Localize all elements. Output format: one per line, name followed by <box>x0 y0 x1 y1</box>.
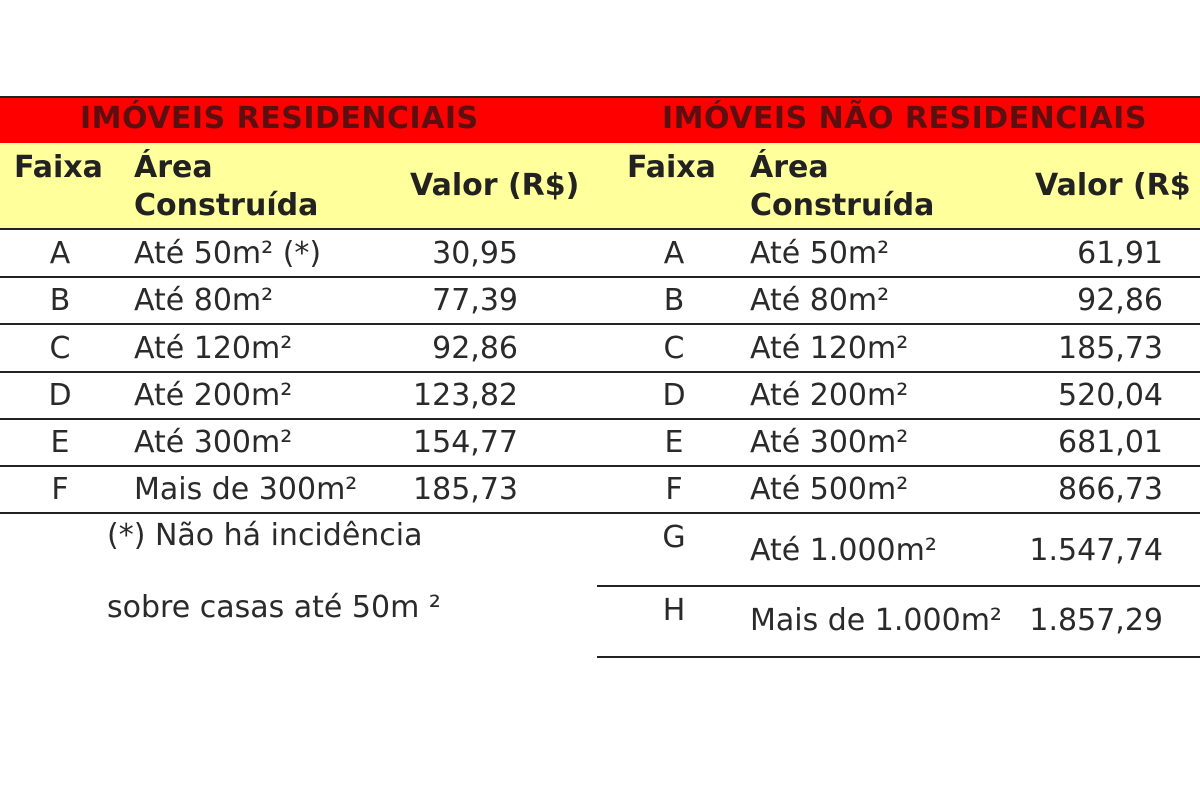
nonres-valor: 1.857,29 <box>1029 603 1163 638</box>
nonres-header-faixa: Faixa <box>627 150 716 185</box>
nonres-valor: 681,01 <box>1058 425 1163 460</box>
nonres-valor: 866,73 <box>1058 472 1163 507</box>
res-header-area-1: Área <box>134 150 213 185</box>
nonres-header-area-2: Construída <box>750 188 935 223</box>
nonres-valor: 1.547,74 <box>1029 533 1163 568</box>
res-valor: 77,39 <box>432 283 518 318</box>
nonres-area: Até 500m² <box>750 472 909 507</box>
res-faixa: A <box>49 236 71 271</box>
res-area: Até 50m² (*) <box>134 236 322 271</box>
res-area: Até 200m² <box>134 378 293 413</box>
nonres-faixa: D <box>662 378 686 413</box>
nonres-valor: 92,86 <box>1077 283 1163 318</box>
res-area: Até 300m² <box>134 425 293 460</box>
row-divider <box>0 512 1200 514</box>
res-area: Mais de 300m² <box>134 472 358 507</box>
footnote-line-2: sobre casas até 50m ² <box>107 590 441 625</box>
nonres-area: Até 200m² <box>750 378 909 413</box>
non-residential-title: IMÓVEIS NÃO RESIDENCIAIS <box>662 101 1147 136</box>
nonres-faixa: F <box>665 472 683 507</box>
nonres-faixa: B <box>663 283 685 318</box>
row-divider <box>597 656 1200 658</box>
res-valor: 92,86 <box>432 331 518 366</box>
row-divider <box>0 323 1200 325</box>
res-area: Até 120m² <box>134 331 293 366</box>
res-header-valor: Valor (R$) <box>410 168 580 203</box>
nonres-area: Até 300m² <box>750 425 909 460</box>
row-divider <box>0 418 1200 420</box>
res-faixa: C <box>49 331 71 366</box>
res-faixa: B <box>49 283 71 318</box>
nonres-area: Até 1.000m² <box>750 533 937 568</box>
nonres-faixa: C <box>663 331 685 366</box>
nonres-faixa: E <box>664 425 684 460</box>
res-valor: 154,77 <box>413 425 518 460</box>
res-faixa: E <box>50 425 70 460</box>
nonres-valor: 185,73 <box>1058 331 1163 366</box>
res-area: Até 80m² <box>134 283 274 318</box>
res-valor: 123,82 <box>413 378 518 413</box>
nonres-faixa: H <box>662 593 686 628</box>
row-divider <box>0 276 1200 278</box>
res-header-area-2: Construída <box>134 188 319 223</box>
nonres-area: Até 120m² <box>750 331 909 366</box>
row-divider <box>0 465 1200 467</box>
footnote-line-1: (*) Não há incidência <box>107 518 423 553</box>
nonres-valor: 61,91 <box>1077 236 1163 271</box>
nonres-header-area-1: Área <box>750 150 829 185</box>
res-valor: 185,73 <box>413 472 518 507</box>
res-valor: 30,95 <box>432 236 518 271</box>
nonres-faixa: A <box>663 236 685 271</box>
row-divider <box>0 371 1200 373</box>
nonres-area: Até 80m² <box>750 283 890 318</box>
residential-title: IMÓVEIS RESIDENCIAIS <box>80 101 479 136</box>
res-header-faixa: Faixa <box>14 150 103 185</box>
nonres-valor: 520,04 <box>1058 378 1163 413</box>
nonres-area: Mais de 1.000m² <box>750 603 1002 638</box>
nonres-area: Até 50m² <box>750 236 890 271</box>
row-divider <box>597 585 1200 587</box>
nonres-header-valor: Valor (R$ <box>1035 168 1191 203</box>
res-faixa: F <box>51 472 69 507</box>
res-faixa: D <box>48 378 72 413</box>
nonres-faixa: G <box>662 520 686 555</box>
